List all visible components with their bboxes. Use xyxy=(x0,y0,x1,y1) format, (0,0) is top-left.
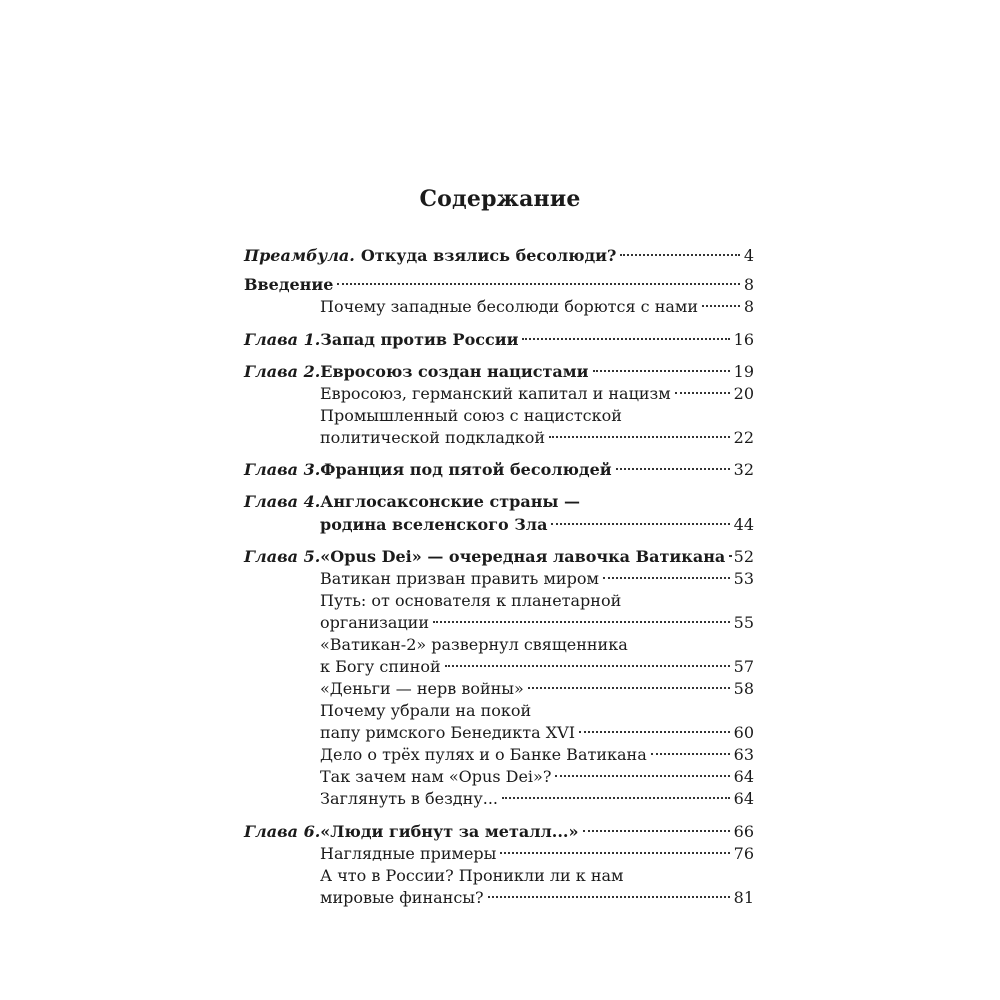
page-number: 64 xyxy=(733,767,754,786)
page-number: 64 xyxy=(733,789,754,808)
page-number: 81 xyxy=(733,888,754,907)
toc-entry-ch5-s8[interactable] xyxy=(320,787,754,811)
entry-title-line1: А что в России? Проникли ли к нам xyxy=(320,866,624,885)
toc-entry-ch6-s1[interactable] xyxy=(320,842,754,866)
toc-entry-ch5-s2[interactable] xyxy=(320,611,754,635)
page-number: 19 xyxy=(733,362,754,381)
dot-leader xyxy=(522,336,729,340)
entry-title: Наглядные примеры xyxy=(320,844,497,863)
toc-entry-ch2-s2[interactable] xyxy=(320,426,754,450)
dot-leader xyxy=(528,685,730,689)
toc-entry-ch1[interactable] xyxy=(244,328,754,352)
entry-title: Евросоюз создан нацистами xyxy=(320,362,589,381)
toc-entry-ch5-s3-line1[interactable] xyxy=(320,633,754,657)
dot-leader xyxy=(551,521,729,525)
dot-leader xyxy=(579,729,730,733)
dot-leader xyxy=(616,466,730,470)
entry-title-line1: «Ватикан-2» развернул священника xyxy=(320,635,628,654)
entry-label: Глава 1. xyxy=(244,330,321,349)
page-number: 52 xyxy=(733,547,754,566)
toc-entry-ch5-s4[interactable] xyxy=(320,677,754,701)
dot-leader xyxy=(433,619,730,623)
toc-entry-ch4-line1[interactable] xyxy=(244,490,754,514)
entry-title-line2: политической подкладкой xyxy=(320,428,546,447)
toc-entry-ch2-s2-line1[interactable] xyxy=(320,404,754,428)
page-number: 32 xyxy=(733,460,754,479)
entry-label: Глава 2. xyxy=(244,362,321,381)
toc-entry-preamble[interactable] xyxy=(244,244,754,268)
page-number: 58 xyxy=(733,679,754,698)
entry-title-line2: родина вселенского Зла xyxy=(320,515,548,534)
entry-title: Запад против России xyxy=(320,330,519,349)
entry-title-line2: организации xyxy=(320,613,430,632)
entry-label: Глава 3. xyxy=(244,460,321,479)
dot-leader xyxy=(603,575,730,579)
entry-title-line2: папу римского Бенедикта XVI xyxy=(320,723,576,742)
toc-entry-ch5-s3[interactable] xyxy=(320,655,754,679)
entry-label: Глава 6. xyxy=(244,822,321,841)
toc-entry-ch5-s6[interactable] xyxy=(320,743,754,767)
entry-title-line2: к Богу спиной xyxy=(320,657,441,676)
entry-title: Ватикан призван править миром xyxy=(320,569,599,588)
page-number: 76 xyxy=(733,844,754,863)
toc-entry-intro[interactable] xyxy=(244,273,754,297)
toc-entry-ch5[interactable] xyxy=(244,545,754,569)
dot-leader xyxy=(675,390,730,394)
entry-title: Введение xyxy=(244,275,334,294)
page-number: 4 xyxy=(743,246,754,265)
toc-entry-ch2-s1[interactable] xyxy=(320,382,754,406)
toc-entry-ch5-s2-line1[interactable] xyxy=(320,589,754,613)
toc-entry-intro-s1[interactable] xyxy=(320,295,754,319)
toc-entry-ch5-s7[interactable] xyxy=(320,765,754,789)
entry-label: Глава 4. xyxy=(244,492,321,511)
page-number: 55 xyxy=(733,613,754,632)
entry-label: Глава 5. xyxy=(244,547,321,566)
entry-title-line1: Англосаксонские страны — xyxy=(320,492,581,511)
page-number: 8 xyxy=(743,297,754,316)
entry-title-line1: Промышленный союз с нацистской xyxy=(320,406,622,425)
entry-title: «Деньги — нерв войны» xyxy=(320,679,524,698)
page-number: 8 xyxy=(743,275,754,294)
dot-leader xyxy=(593,368,730,372)
dot-leader xyxy=(651,751,730,755)
dot-leader xyxy=(702,303,740,307)
toc-entry-ch6-s2-line1[interactable] xyxy=(320,864,754,888)
toc-entry-ch3[interactable] xyxy=(244,458,754,482)
page-number: 60 xyxy=(733,723,754,742)
dot-leader xyxy=(488,894,730,898)
dot-leader xyxy=(500,850,729,854)
entry-title: Заглянуть в бездну... xyxy=(320,789,498,808)
dot-leader xyxy=(337,281,739,285)
toc-entry-ch2[interactable] xyxy=(244,360,754,384)
dot-leader xyxy=(555,773,729,777)
page-number: 44 xyxy=(733,515,754,534)
page-title: Содержание xyxy=(419,186,581,212)
dot-leader xyxy=(445,663,730,667)
entry-title-line1: Почему убрали на покой xyxy=(320,701,532,720)
page-number: 16 xyxy=(733,330,754,349)
entry-title: Откуда взялись бесолюди? xyxy=(360,246,617,265)
toc-entry-ch5-s5-line1[interactable] xyxy=(320,699,754,723)
page-number: 53 xyxy=(733,569,754,588)
toc-entry-ch5-s1[interactable] xyxy=(320,567,754,591)
entry-title: «Opus Dei» — очередная лавочка Ватикана xyxy=(320,547,726,566)
toc-entry-ch5-s5[interactable] xyxy=(320,721,754,745)
toc-entry-ch6-s2[interactable] xyxy=(320,886,754,910)
entry-title-line2: мировые финансы? xyxy=(320,888,484,907)
dot-leader xyxy=(620,252,739,256)
entry-title: Евросоюз, германский капитал и нацизм xyxy=(320,384,671,403)
page-number: 22 xyxy=(733,428,754,447)
dot-leader xyxy=(502,795,730,799)
entry-title: «Люди гибнут за металл...» xyxy=(320,822,579,841)
entry-title: Почему западные бесолюди борются с нами xyxy=(320,297,699,316)
page-number: 20 xyxy=(733,384,754,403)
entry-title: Франция под пятой бесолюдей xyxy=(320,460,612,479)
page-number: 57 xyxy=(733,657,754,676)
dot-leader xyxy=(583,828,730,832)
page-number: 63 xyxy=(733,745,754,764)
page-number: 66 xyxy=(733,822,754,841)
dot-leader xyxy=(549,434,730,438)
toc-entry-ch6[interactable] xyxy=(244,820,754,844)
entry-title: Дело о трёх пулях и о Банке Ватикана xyxy=(320,745,647,764)
entry-label: Преамбула. xyxy=(244,246,355,265)
toc-entry-ch4[interactable] xyxy=(320,513,754,537)
entry-title: Так зачем нам «Opus Dei»? xyxy=(320,767,552,786)
entry-title-line1: Путь: от основателя к планетарной xyxy=(320,591,622,610)
